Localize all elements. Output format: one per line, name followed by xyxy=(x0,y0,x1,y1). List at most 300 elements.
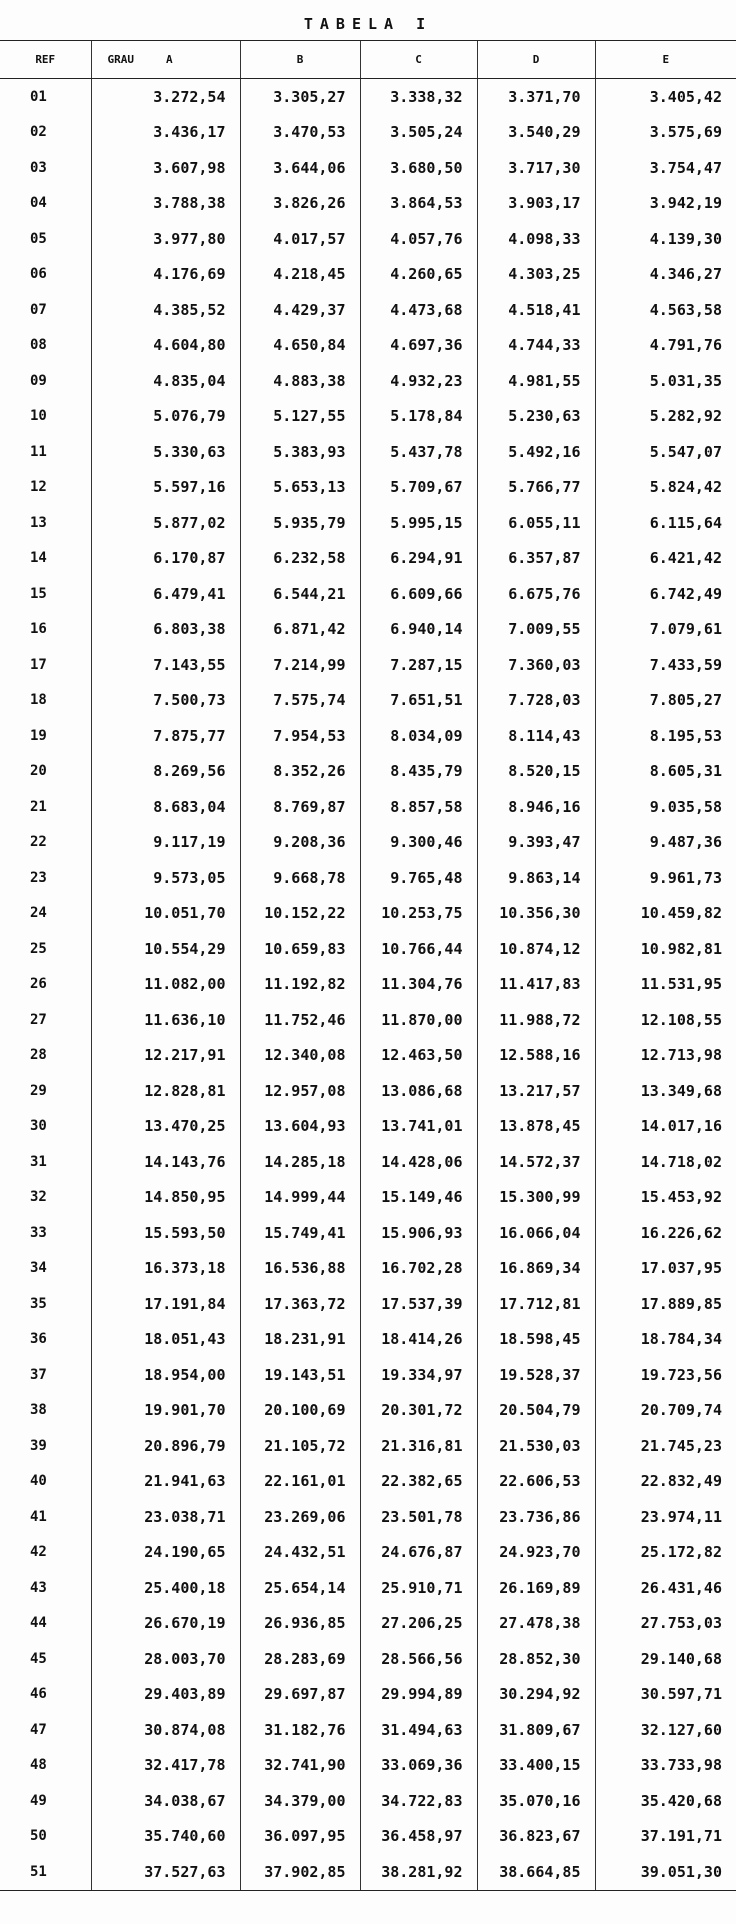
cell-a: 5.076,79 xyxy=(91,399,240,435)
cell-d: 5.492,16 xyxy=(477,434,595,470)
cell-c: 22.382,65 xyxy=(360,1464,477,1500)
cell-e: 30.597,71 xyxy=(595,1677,736,1713)
table-row xyxy=(0,1464,736,1500)
table-row xyxy=(0,576,736,612)
cell-a: 25.400,18 xyxy=(91,1570,240,1606)
cell-e: 26.431,46 xyxy=(595,1570,736,1606)
table-row xyxy=(0,434,736,470)
cell-d: 8.946,16 xyxy=(477,789,595,825)
cell-a: 6.479,41 xyxy=(91,576,240,612)
cell-ref: 36 xyxy=(30,1331,47,1348)
cell-ref: 02 xyxy=(30,124,47,141)
table-row xyxy=(0,363,736,399)
table-row xyxy=(0,718,736,754)
cell-c: 15.149,46 xyxy=(360,1180,477,1216)
cell-b: 10.152,22 xyxy=(240,896,360,932)
cell-b: 4.883,38 xyxy=(240,363,360,399)
cell-c: 36.458,97 xyxy=(360,1819,477,1855)
cell-a: 3.977,80 xyxy=(91,221,240,257)
cell-ref: 43 xyxy=(30,1579,47,1596)
header-c: C xyxy=(360,41,477,79)
cell-a: 3.436,17 xyxy=(91,115,240,151)
cell-d: 5.766,77 xyxy=(477,470,595,506)
table-row xyxy=(0,1038,736,1074)
cell-e: 11.531,95 xyxy=(595,967,736,1003)
cell-d: 31.809,67 xyxy=(477,1712,595,1748)
cell-ref: 10 xyxy=(30,408,47,425)
cell-ref: 03 xyxy=(30,159,47,176)
table-row xyxy=(0,1251,736,1287)
cell-ref: 05 xyxy=(30,230,47,247)
table-row xyxy=(0,1570,736,1606)
table-row xyxy=(0,1357,736,1393)
cell-e: 7.433,59 xyxy=(595,647,736,683)
cell-ref: 28 xyxy=(30,1047,47,1064)
cell-b: 19.143,51 xyxy=(240,1357,360,1393)
cell-a: 18.051,43 xyxy=(91,1322,240,1358)
cell-c: 7.287,15 xyxy=(360,647,477,683)
cell-c: 7.651,51 xyxy=(360,683,477,719)
cell-d: 12.588,16 xyxy=(477,1038,595,1074)
cell-b: 7.575,74 xyxy=(240,683,360,719)
cell-b: 3.826,26 xyxy=(240,186,360,222)
cell-e: 32.127,60 xyxy=(595,1712,736,1748)
cell-b: 8.769,87 xyxy=(240,789,360,825)
cell-d: 19.528,37 xyxy=(477,1357,595,1393)
cell-ref: 27 xyxy=(30,1011,47,1028)
table-row xyxy=(0,896,736,932)
cell-a: 9.117,19 xyxy=(91,825,240,861)
cell-a: 3.788,38 xyxy=(91,186,240,222)
cell-d: 7.360,03 xyxy=(477,647,595,683)
cell-d: 6.357,87 xyxy=(477,541,595,577)
header-row xyxy=(0,41,736,79)
table-row xyxy=(0,1322,736,1358)
cell-e: 3.575,69 xyxy=(595,115,736,151)
cell-d: 11.988,72 xyxy=(477,1002,595,1038)
cell-e: 4.346,27 xyxy=(595,257,736,293)
cell-e: 7.805,27 xyxy=(595,683,736,719)
cell-a: 23.038,71 xyxy=(91,1499,240,1535)
cell-a: 12.217,91 xyxy=(91,1038,240,1074)
cell-e: 3.942,19 xyxy=(595,186,736,222)
cell-a: 32.417,78 xyxy=(91,1748,240,1784)
table-row xyxy=(0,221,736,257)
cell-d: 10.356,30 xyxy=(477,896,595,932)
cell-a: 17.191,84 xyxy=(91,1286,240,1322)
cell-c: 3.864,53 xyxy=(360,186,477,222)
cell-a: 5.597,16 xyxy=(91,470,240,506)
cell-a: 7.500,73 xyxy=(91,683,240,719)
cell-b: 4.650,84 xyxy=(240,328,360,364)
cell-ref: 23 xyxy=(30,869,47,886)
cell-ref: 39 xyxy=(30,1437,47,1454)
cell-e: 6.742,49 xyxy=(595,576,736,612)
cell-b: 3.305,27 xyxy=(240,79,360,115)
cell-ref: 50 xyxy=(30,1828,47,1845)
table-row xyxy=(0,1748,736,1784)
cell-a: 19.901,70 xyxy=(91,1393,240,1429)
cell-a: 14.850,95 xyxy=(91,1180,240,1216)
cell-d: 16.869,34 xyxy=(477,1251,595,1287)
table-row xyxy=(0,186,736,222)
cell-c: 14.428,06 xyxy=(360,1144,477,1180)
cell-d: 4.303,25 xyxy=(477,257,595,293)
cell-c: 4.932,23 xyxy=(360,363,477,399)
cell-d: 6.675,76 xyxy=(477,576,595,612)
cell-ref: 19 xyxy=(30,727,47,744)
cell-e: 22.832,49 xyxy=(595,1464,736,1500)
cell-d: 20.504,79 xyxy=(477,1393,595,1429)
cell-d: 7.728,03 xyxy=(477,683,595,719)
cell-e: 4.563,58 xyxy=(595,292,736,328)
table-row xyxy=(0,292,736,328)
cell-e: 9.961,73 xyxy=(595,860,736,896)
cell-a: 10.051,70 xyxy=(91,896,240,932)
cell-c: 9.300,46 xyxy=(360,825,477,861)
table-row xyxy=(0,825,736,861)
table-title: TABELA I xyxy=(303,15,433,33)
cell-b: 14.285,18 xyxy=(240,1144,360,1180)
cell-b: 10.659,83 xyxy=(240,931,360,967)
cell-c: 3.338,32 xyxy=(360,79,477,115)
cell-ref: 09 xyxy=(30,372,47,389)
cell-b: 18.231,91 xyxy=(240,1322,360,1358)
cell-b: 5.127,55 xyxy=(240,399,360,435)
cell-c: 15.906,93 xyxy=(360,1215,477,1251)
cell-d: 27.478,38 xyxy=(477,1606,595,1642)
cell-ref: 46 xyxy=(30,1686,47,1703)
cell-b: 24.432,51 xyxy=(240,1535,360,1571)
cell-d: 7.009,55 xyxy=(477,612,595,648)
cell-c: 31.494,63 xyxy=(360,1712,477,1748)
cell-ref: 30 xyxy=(30,1118,47,1135)
table-row xyxy=(0,470,736,506)
cell-a: 26.670,19 xyxy=(91,1606,240,1642)
cell-c: 6.294,91 xyxy=(360,541,477,577)
cell-c: 10.766,44 xyxy=(360,931,477,967)
cell-b: 9.668,78 xyxy=(240,860,360,896)
cell-ref: 51 xyxy=(0,1854,91,1890)
cell-b: 3.644,06 xyxy=(240,150,360,186)
cell-ref: 13 xyxy=(30,514,47,531)
cell-e: 35.420,68 xyxy=(595,1783,736,1819)
table-row xyxy=(0,1535,736,1571)
cell-a: 29.403,89 xyxy=(91,1677,240,1713)
cell-e: 15.453,92 xyxy=(595,1180,736,1216)
table-row xyxy=(0,1499,736,1535)
cell-b: 11.192,82 xyxy=(240,967,360,1003)
cell-a: 16.373,18 xyxy=(91,1251,240,1287)
cell-d: 23.736,86 xyxy=(477,1499,595,1535)
cell-b: 36.097,95 xyxy=(240,1819,360,1855)
cell-a: 10.554,29 xyxy=(91,931,240,967)
cell-e: 29.140,68 xyxy=(595,1641,736,1677)
cell-b: 9.208,36 xyxy=(240,825,360,861)
cell-b: 28.283,69 xyxy=(240,1641,360,1677)
cell-c: 6.609,66 xyxy=(360,576,477,612)
cell-e: 18.784,34 xyxy=(595,1322,736,1358)
cell-d: 8.520,15 xyxy=(477,754,595,790)
cell-e: 19.723,56 xyxy=(595,1357,736,1393)
cell-b: 6.544,21 xyxy=(240,576,360,612)
cell-b: 6.871,42 xyxy=(240,612,360,648)
table-row xyxy=(0,1677,736,1713)
cell-ref: 25 xyxy=(30,940,47,957)
table-row xyxy=(0,860,736,896)
table-row xyxy=(0,79,736,115)
cell-a: 11.636,10 xyxy=(91,1002,240,1038)
cell-e: 33.733,98 xyxy=(595,1748,736,1784)
cell-ref: 16 xyxy=(30,621,47,638)
cell-e: 7.079,61 xyxy=(595,612,736,648)
cell-d: 6.055,11 xyxy=(477,505,595,541)
table-row xyxy=(0,1854,736,1890)
cell-c: 28.566,56 xyxy=(360,1641,477,1677)
cell-e: 5.031,35 xyxy=(595,363,736,399)
cell-a: 3.607,98 xyxy=(91,150,240,186)
cell-ref: 49 xyxy=(30,1792,47,1809)
cell-ref: 33 xyxy=(30,1224,47,1241)
cell-d: 5.230,63 xyxy=(477,399,595,435)
cell-b: 26.936,85 xyxy=(240,1606,360,1642)
table-row xyxy=(0,931,736,967)
cell-ref: 42 xyxy=(30,1544,47,1561)
cell-b: 22.161,01 xyxy=(240,1464,360,1500)
cell-b: 21.105,72 xyxy=(240,1428,360,1464)
cell-ref: 37 xyxy=(30,1366,47,1383)
cell-d: 9.863,14 xyxy=(477,860,595,896)
cell-e: 10.459,82 xyxy=(595,896,736,932)
cell-c: 21.316,81 xyxy=(360,1428,477,1464)
cell-ref: 35 xyxy=(30,1295,47,1312)
cell-c: 4.260,65 xyxy=(360,257,477,293)
cell-d: 14.572,37 xyxy=(477,1144,595,1180)
cell-a: 15.593,50 xyxy=(91,1215,240,1251)
cell-b: 34.379,00 xyxy=(240,1783,360,1819)
header-grau-a xyxy=(91,41,240,79)
cell-c: 3.505,24 xyxy=(360,115,477,151)
cell-ref: 17 xyxy=(30,656,47,673)
table-row xyxy=(0,612,736,648)
table-row xyxy=(0,1712,736,1748)
cell-d: 4.981,55 xyxy=(477,363,595,399)
table-row xyxy=(0,1641,736,1677)
cell-a: 12.828,81 xyxy=(91,1073,240,1109)
cell-ref: 40 xyxy=(30,1473,47,1490)
cell-e: 9.035,58 xyxy=(595,789,736,825)
cell-ref: 11 xyxy=(30,443,47,460)
table-row xyxy=(0,150,736,186)
cell-a: 37.527,63 xyxy=(91,1854,240,1890)
cell-e: 5.547,07 xyxy=(595,434,736,470)
cell-c: 6.940,14 xyxy=(360,612,477,648)
cell-b: 12.340,08 xyxy=(240,1038,360,1074)
cell-e: 6.115,64 xyxy=(595,505,736,541)
cell-d: 22.606,53 xyxy=(477,1464,595,1500)
cell-a: 35.740,60 xyxy=(91,1819,240,1855)
table-row xyxy=(0,1073,736,1109)
cell-b: 11.752,46 xyxy=(240,1002,360,1038)
cell-b: 32.741,90 xyxy=(240,1748,360,1784)
table-row xyxy=(0,1144,736,1180)
table-row xyxy=(0,1428,736,1464)
cell-b: 23.269,06 xyxy=(240,1499,360,1535)
cell-e: 3.754,47 xyxy=(595,150,736,186)
cell-b: 7.214,99 xyxy=(240,647,360,683)
cell-a: 20.896,79 xyxy=(91,1428,240,1464)
cell-b: 5.935,79 xyxy=(240,505,360,541)
cell-a: 24.190,65 xyxy=(91,1535,240,1571)
cell-d: 10.874,12 xyxy=(477,931,595,967)
cell-ref: 48 xyxy=(30,1757,47,1774)
cell-ref: 41 xyxy=(30,1508,47,1525)
cell-e: 21.745,23 xyxy=(595,1428,736,1464)
cell-ref: 18 xyxy=(30,692,47,709)
cell-c: 13.741,01 xyxy=(360,1109,477,1145)
cell-c: 5.178,84 xyxy=(360,399,477,435)
cell-a: 4.604,80 xyxy=(91,328,240,364)
cell-ref: 12 xyxy=(30,479,47,496)
cell-d: 3.371,70 xyxy=(477,79,595,115)
cell-a: 8.683,04 xyxy=(91,789,240,825)
cell-b: 29.697,87 xyxy=(240,1677,360,1713)
cell-ref: 01 xyxy=(30,88,47,105)
cell-c: 5.709,67 xyxy=(360,470,477,506)
cell-c: 12.463,50 xyxy=(360,1038,477,1074)
cell-d: 8.114,43 xyxy=(477,718,595,754)
cell-d: 28.852,30 xyxy=(477,1641,595,1677)
cell-d: 13.878,45 xyxy=(477,1109,595,1145)
cell-e: 8.195,53 xyxy=(595,718,736,754)
cell-c: 9.765,48 xyxy=(360,860,477,896)
cell-d: 4.098,33 xyxy=(477,221,595,257)
cell-a: 5.877,02 xyxy=(91,505,240,541)
cell-d: 13.217,57 xyxy=(477,1073,595,1109)
cell-d: 17.712,81 xyxy=(477,1286,595,1322)
cell-b: 3.470,53 xyxy=(240,115,360,151)
cell-a: 34.038,67 xyxy=(91,1783,240,1819)
cell-e: 23.974,11 xyxy=(595,1499,736,1535)
cell-b: 5.653,13 xyxy=(240,470,360,506)
cell-ref: 29 xyxy=(30,1082,47,1099)
cell-a: 9.573,05 xyxy=(91,860,240,896)
cell-d: 24.923,70 xyxy=(477,1535,595,1571)
cell-ref: 07 xyxy=(30,301,47,318)
cell-d: 26.169,89 xyxy=(477,1570,595,1606)
cell-d: 18.598,45 xyxy=(477,1322,595,1358)
cell-a: 30.874,08 xyxy=(91,1712,240,1748)
table-row xyxy=(0,1783,736,1819)
cell-c: 4.697,36 xyxy=(360,328,477,364)
table-row xyxy=(0,1286,736,1322)
table-row xyxy=(0,1109,736,1145)
cell-c: 5.995,15 xyxy=(360,505,477,541)
cell-c: 8.857,58 xyxy=(360,789,477,825)
table-row xyxy=(0,1180,736,1216)
cell-d: 35.070,16 xyxy=(477,1783,595,1819)
cell-c: 38.281,92 xyxy=(360,1854,477,1890)
header-grau: GRAU xyxy=(107,53,134,66)
cell-b: 4.218,45 xyxy=(240,257,360,293)
cell-c: 5.437,78 xyxy=(360,434,477,470)
cell-c: 17.537,39 xyxy=(360,1286,477,1322)
cell-e: 39.051,30 xyxy=(595,1854,736,1890)
table-row xyxy=(0,1215,736,1251)
table-row xyxy=(0,115,736,151)
cell-b: 13.604,93 xyxy=(240,1109,360,1145)
cell-b: 7.954,53 xyxy=(240,718,360,754)
cell-d: 3.903,17 xyxy=(477,186,595,222)
cell-c: 16.702,28 xyxy=(360,1251,477,1287)
cell-e: 16.226,62 xyxy=(595,1215,736,1251)
cell-ref: 22 xyxy=(30,834,47,851)
cell-ref: 24 xyxy=(30,905,47,922)
cell-a: 18.954,00 xyxy=(91,1357,240,1393)
cell-ref: 47 xyxy=(30,1721,47,1738)
cell-a: 21.941,63 xyxy=(91,1464,240,1500)
cell-c: 18.414,26 xyxy=(360,1322,477,1358)
header-e: E xyxy=(595,41,736,79)
cell-ref: 15 xyxy=(30,585,47,602)
cell-e: 10.982,81 xyxy=(595,931,736,967)
cell-d: 21.530,03 xyxy=(477,1428,595,1464)
cell-d: 16.066,04 xyxy=(477,1215,595,1251)
cell-e: 8.605,31 xyxy=(595,754,736,790)
cell-a: 6.803,38 xyxy=(91,612,240,648)
header-ref: REF xyxy=(0,41,91,79)
table-row xyxy=(0,967,736,1003)
cell-ref: 20 xyxy=(30,763,47,780)
cell-b: 8.352,26 xyxy=(240,754,360,790)
cell-e: 37.191,71 xyxy=(595,1819,736,1855)
cell-b: 37.902,85 xyxy=(240,1854,360,1890)
cell-c: 4.057,76 xyxy=(360,221,477,257)
cell-a: 11.082,00 xyxy=(91,967,240,1003)
table-row xyxy=(0,683,736,719)
cell-c: 13.086,68 xyxy=(360,1073,477,1109)
cell-ref: 21 xyxy=(30,798,47,815)
cell-d: 3.717,30 xyxy=(477,150,595,186)
cell-e: 5.282,92 xyxy=(595,399,736,435)
cell-c: 11.304,76 xyxy=(360,967,477,1003)
cell-ref: 32 xyxy=(30,1189,47,1206)
cell-d: 11.417,83 xyxy=(477,967,595,1003)
cell-b: 16.536,88 xyxy=(240,1251,360,1287)
cell-b: 4.017,57 xyxy=(240,221,360,257)
cell-c: 4.473,68 xyxy=(360,292,477,328)
cell-e: 27.753,03 xyxy=(595,1606,736,1642)
cell-d: 4.518,41 xyxy=(477,292,595,328)
cell-e: 4.139,30 xyxy=(595,221,736,257)
salary-table xyxy=(0,40,736,1891)
cell-c: 23.501,78 xyxy=(360,1499,477,1535)
cell-d: 15.300,99 xyxy=(477,1180,595,1216)
cell-e: 6.421,42 xyxy=(595,541,736,577)
cell-e: 12.713,98 xyxy=(595,1038,736,1074)
cell-c: 3.680,50 xyxy=(360,150,477,186)
cell-b: 6.232,58 xyxy=(240,541,360,577)
cell-ref: 34 xyxy=(30,1260,47,1277)
cell-d: 36.823,67 xyxy=(477,1819,595,1855)
cell-a: 7.875,77 xyxy=(91,718,240,754)
table-row xyxy=(0,1002,736,1038)
table-row xyxy=(0,541,736,577)
cell-a: 13.470,25 xyxy=(91,1109,240,1145)
cell-b: 25.654,14 xyxy=(240,1570,360,1606)
cell-a: 14.143,76 xyxy=(91,1144,240,1180)
table-row xyxy=(0,1606,736,1642)
